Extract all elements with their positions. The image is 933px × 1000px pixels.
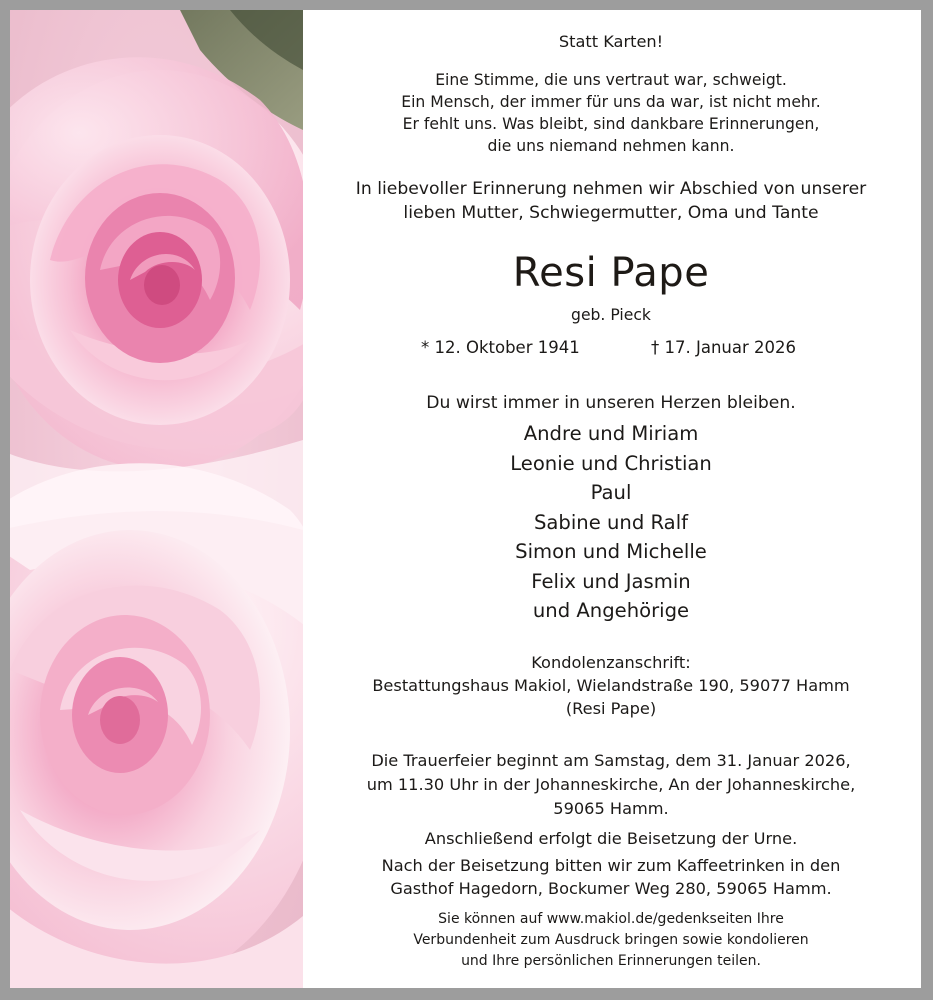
mourner-name: Felix und Jasmin (531, 570, 691, 593)
maiden-name: geb. Pieck (571, 306, 651, 324)
mourner-name: und Angehörige (532, 599, 690, 622)
farewell-line: lieben Mutter, Schwiegermutter, Oma und Tante (403, 203, 819, 223)
mourner-name: Simon und Michelle (515, 540, 707, 563)
intro-line: Statt Karten! (558, 32, 664, 51)
poem-line: die uns niemand nehmen kann. (487, 137, 735, 155)
condolence-reference: (Resi Pape) (565, 699, 657, 718)
mourner-name: Paul (590, 481, 632, 504)
birth-date: * 12. Oktober 1941 (421, 338, 580, 357)
poem-line: Ein Mensch, der immer für uns da war, ist nicht mehr. (401, 93, 821, 111)
condolence-label: Kondolenzanschrift: (531, 653, 691, 672)
mourner-name: Leonie und Christian (510, 452, 712, 475)
ceremony-line: 59065 Hamm. (553, 799, 669, 818)
coffee-line: Nach der Beisetzung bitten wir zum Kaffeetrinken in den (381, 856, 841, 875)
condolence-address: Bestattungshaus Makiol, Wielandstraße 190, 59077 Hamm (372, 676, 850, 695)
ceremony-line: Die Trauerfeier beginnt am Samstag, dem 31. Januar 2026, (371, 751, 851, 770)
obituary-card (10, 10, 921, 988)
obituary-text (311, 10, 911, 988)
ceremony-line: um 11.30 Uhr in der Johanneskirche, An der Johanneskirche, (366, 775, 856, 794)
poem-line: Er fehlt uns. Was bleibt, sind dankbare Erinnerungen, (402, 115, 820, 133)
online-line: Sie können auf www.makiol.de/gedenkseiten Ihre (438, 911, 784, 927)
online-line: und Ihre persönlichen Erinnerungen teilen. (461, 953, 761, 969)
mourner-name: Andre und Miriam (523, 422, 699, 445)
death-date: † 17. Januar 2026 (651, 338, 797, 357)
pink-roses-photo (10, 10, 303, 988)
deceased-name: Resi Pape (512, 250, 710, 296)
coffee-line: Gasthof Hagedorn, Bockumer Weg 280, 59065 Hamm. (390, 879, 832, 898)
remembrance-line: Du wirst immer in unseren Herzen bleiben. (426, 393, 796, 413)
rose-icon (10, 10, 303, 988)
poem-line: Eine Stimme, die uns vertraut war, schweigt. (435, 71, 787, 89)
farewell-line: In liebevoller Erinnerung nehmen wir Abschied von unserer (355, 179, 867, 199)
online-line: Verbundenheit zum Ausdruck bringen sowie kondolieren (413, 932, 809, 948)
burial-line: Anschließend erfolgt die Beisetzung der Urne. (424, 829, 798, 848)
life-dates (311, 335, 911, 361)
mourner-name: Sabine und Ralf (533, 511, 689, 534)
